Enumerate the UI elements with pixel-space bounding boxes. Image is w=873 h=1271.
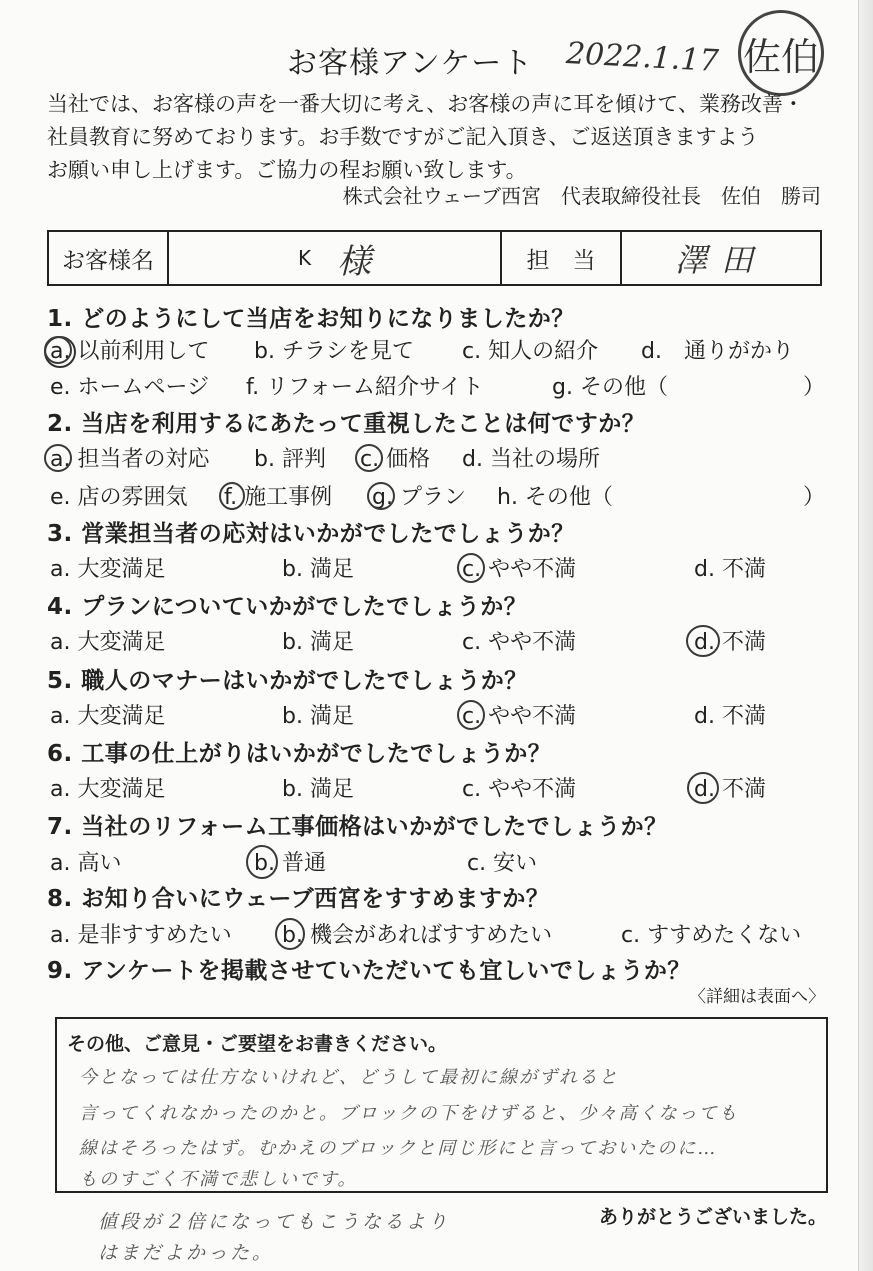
- comment-heading: その他、ご意見・ご要望をお書きください。: [67, 1033, 448, 1055]
- q1-option-f: f. リフォーム紹介サイト: [246, 375, 484, 400]
- customer-honorific: 様: [337, 241, 372, 282]
- q2-option-a: a. 担当者の対応: [50, 447, 210, 472]
- q1-option-e: e. ホームページ: [50, 375, 210, 400]
- question-8: 8. お知り合いにウェーブ西宮をすすめますか？: [47, 886, 550, 912]
- q4-option-a: a. 大変満足: [50, 630, 166, 655]
- detail-note: 〈詳細は表面へ〉: [689, 987, 825, 1007]
- customer-table: [47, 230, 822, 286]
- q2-option-h: h. その他（: [497, 485, 613, 510]
- q1-option-b: b. チラシを見て: [254, 339, 414, 364]
- q4-option-d: d. 不満: [694, 630, 766, 655]
- question-7: 7. 当社のリフォーム工事価格はいかがでしたでしょうか？: [47, 814, 668, 840]
- q1-option-g-close: ）: [803, 375, 826, 400]
- question-1: 1. どのようにして当店をお知りになりましたか？: [47, 306, 575, 332]
- q1-option-g: g. その他（: [552, 375, 668, 400]
- intro-line: 当社では、お客様の声を一番大切に考え、お客様の声に耳を傾けて、業務改善・: [47, 92, 804, 116]
- customer-label: お客様名: [49, 232, 169, 284]
- q4-option-c: c. やや不満: [462, 630, 577, 655]
- q3-option-b: b. 満足: [282, 557, 354, 582]
- comment-line: 今となっては仕方ないけれど、どうして最初に線がずれると: [79, 1067, 619, 1088]
- q3-option-c: c. やや不満: [462, 557, 577, 582]
- customer-initial: K: [297, 246, 312, 270]
- q1-option-a: a. 以前利用して: [50, 339, 210, 364]
- question-5: 5. 職人のマナーはいかがでしたでしょうか？: [47, 668, 528, 694]
- intro-text: [47, 88, 837, 187]
- question-6: 6. 工事の仕上がりはいかがでしたでしょうか？: [47, 741, 552, 767]
- q2-option-g: g. プラン: [372, 485, 466, 510]
- handwritten-date: 2022.1.17: [565, 36, 720, 79]
- q6-option-a: a. 大変満足: [50, 777, 166, 802]
- comment-continued: はまだよかった。: [98, 1242, 275, 1264]
- q5-option-a: a. 大変満足: [50, 704, 166, 729]
- thanks-text: ありがとうございました。: [598, 1206, 827, 1228]
- q7-option-b: b. 普通: [254, 851, 326, 876]
- q5-option-b: b. 満足: [282, 704, 354, 729]
- staff-name-field: 澤田: [674, 241, 767, 279]
- q1-option-d: d. 通りがかり: [641, 339, 794, 364]
- intro-line: お願い申し上げます。ご協力の程お願い致します。: [47, 158, 527, 182]
- q7-option-c: c. 安い: [467, 851, 538, 876]
- q2-option-d: d. 当社の場所: [462, 447, 600, 472]
- q8-option-c: c. すすめたくない: [621, 923, 802, 948]
- q3-option-d: d. 不満: [694, 557, 766, 582]
- q5-option-c: c. やや不満: [462, 704, 577, 729]
- customer-name-field: [169, 232, 502, 284]
- question-2: 2. 当店を利用するにあたって重視したことは何ですか？: [47, 411, 646, 437]
- question-9: 9. アンケートを掲載させていただいても宜しいでしょうか？: [47, 958, 691, 984]
- comment-line: ものすごく不満で悲しいです。: [79, 1169, 358, 1190]
- q4-option-b: b. 満足: [282, 630, 354, 655]
- q6-option-c: c. やや不満: [462, 777, 577, 802]
- q8-option-b: b. 機会があればすすめたい: [282, 923, 553, 948]
- q2-option-c: c. 価格: [360, 447, 431, 472]
- q3-option-a: a. 大変満足: [50, 557, 166, 582]
- comment-continued: 値段が２倍になってもこうなるより: [98, 1211, 451, 1233]
- intro-line: 社員教育に努めております。お手数ですがご記入頂き、ご返送頂きますよう: [47, 125, 759, 149]
- page-edge: [858, 0, 873, 1271]
- q5-option-d: d. 不満: [694, 704, 766, 729]
- q2-option-e: e. 店の雰囲気: [50, 485, 188, 510]
- comment-line: 線はそろったはず。むかえのブロックと同じ形にと言っておいたのに…: [79, 1138, 718, 1159]
- q2-option-f: f. 施工事例: [224, 485, 333, 510]
- survey-title: お客様アンケート: [287, 46, 534, 81]
- q6-option-d: d. 不満: [694, 777, 766, 802]
- company-signature: 株式会社ウェーブ西宮 代表取締役社長 佐伯 勝司: [342, 184, 821, 208]
- q1-option-c: c. 知人の紹介: [462, 339, 599, 364]
- q7-option-a: a. 高い: [50, 851, 122, 876]
- q2-option-h-close: ）: [803, 485, 826, 510]
- q2-option-b: b. 評判: [254, 447, 326, 472]
- comment-line: 言ってくれなかったのかと。ブロックの下をけずると、少々高くなっても: [79, 1103, 739, 1124]
- question-4: 4. プランについていかがでしたでしょうか？: [47, 594, 528, 620]
- seal-stamp: 佐伯: [738, 10, 824, 96]
- q8-option-a: a. 是非すすめたい: [50, 923, 232, 948]
- comment-box: [55, 1017, 828, 1193]
- q6-option-b: b. 満足: [282, 777, 354, 802]
- staff-label: 担 当: [502, 232, 622, 284]
- question-3: 3. 営業担当者の応対はいかがでしたでしょうか？: [47, 521, 575, 547]
